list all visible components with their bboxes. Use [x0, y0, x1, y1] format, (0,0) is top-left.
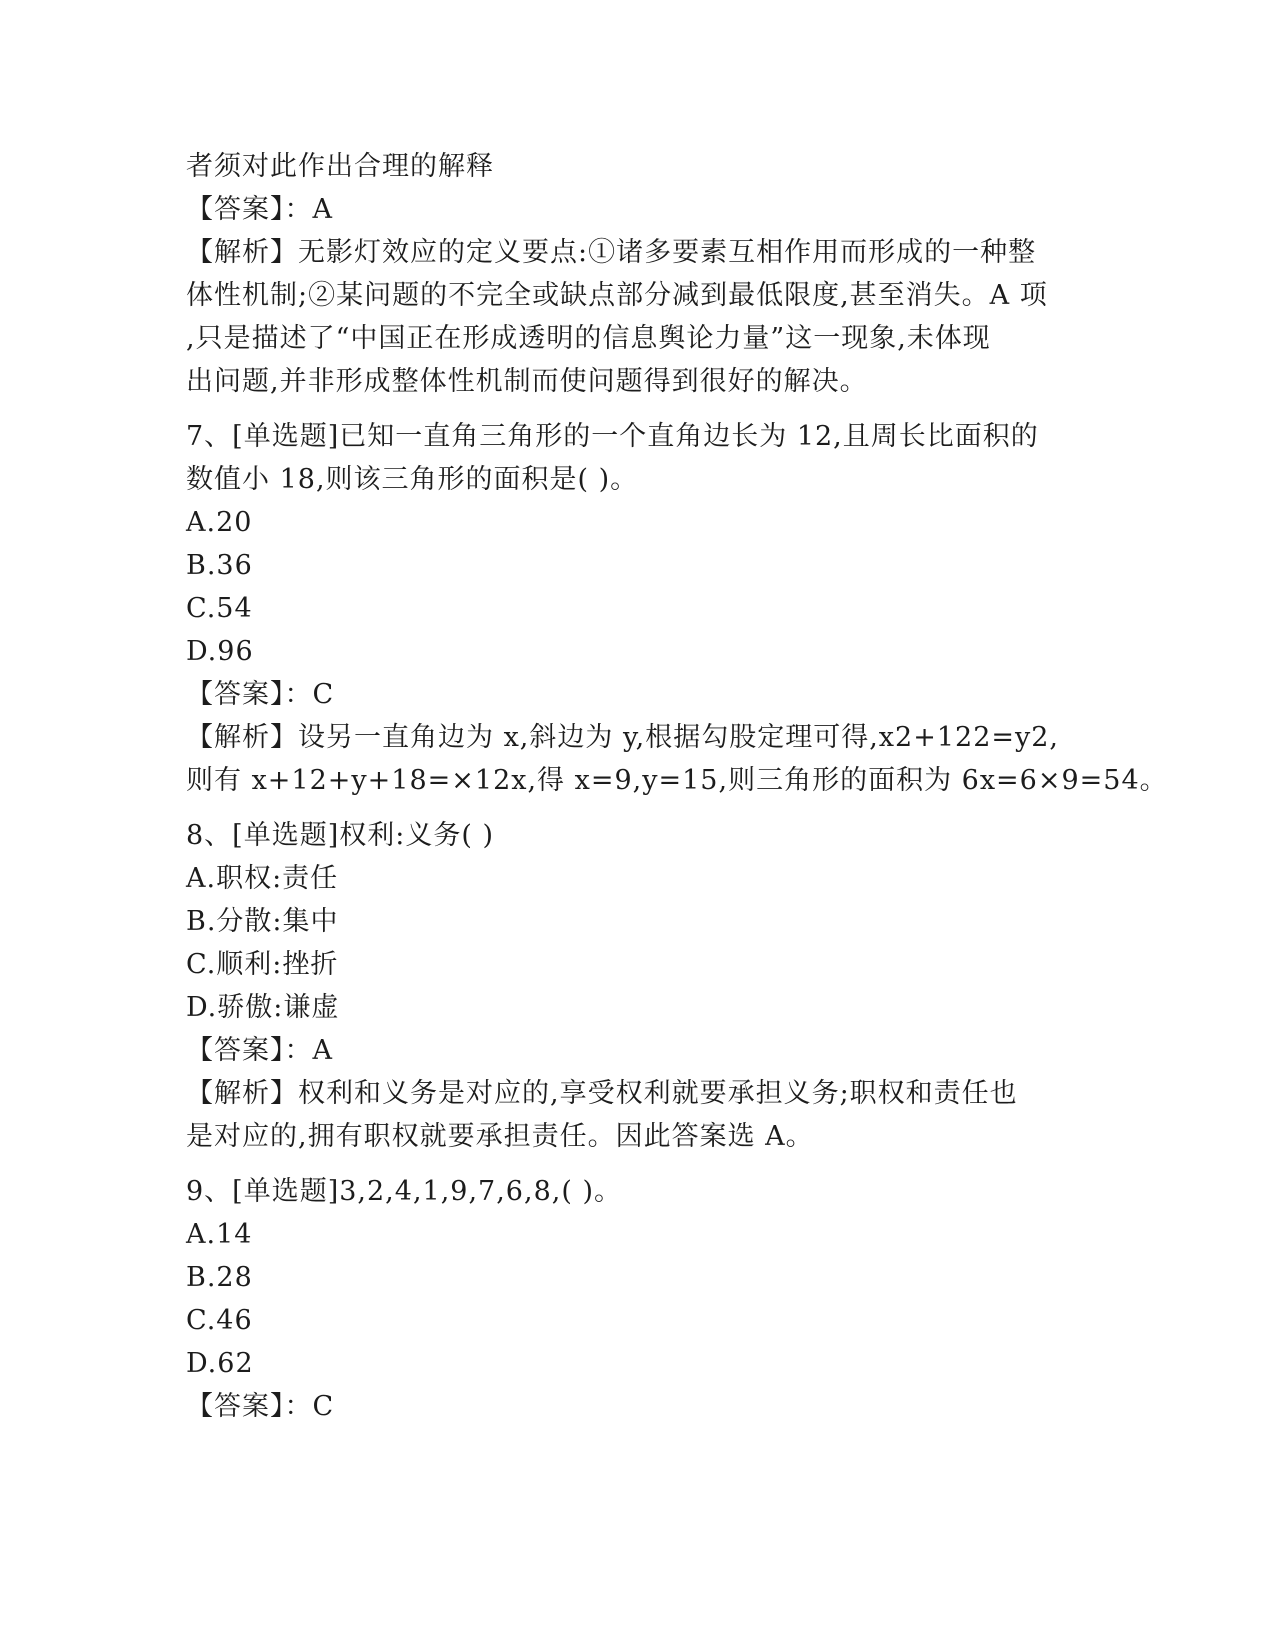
explanation-line: 【解析】设另一直角边为 x,斜边为 y,根据勾股定理可得,x2+122=y2,: [186, 722, 1060, 753]
question-9-title: 9、[单选题]3,2,4,1,9,7,6,8,( )。: [186, 1176, 622, 1207]
option-d: D.骄傲:谦虚: [186, 992, 340, 1023]
option-d: D.62: [186, 1348, 254, 1379]
option-b: B.36: [186, 550, 253, 581]
option-a: A.14: [186, 1219, 253, 1250]
option-b: B.28: [186, 1262, 253, 1293]
answer-line: 【答案】：A: [186, 1035, 333, 1066]
explanation-line: 体性机制;②某问题的不完全或缺点部分减到最低限度,甚至消失。A 项: [186, 280, 1048, 311]
explanation-line: 【解析】权利和义务是对应的,享受权利就要承担义务;职权和责任也: [186, 1078, 1018, 1109]
option-c: C.顺利:挫折: [186, 949, 339, 980]
explanation-line: 是对应的,拥有职权就要承担责任。因此答案选 A。: [186, 1121, 814, 1152]
answer-line: 【答案】：C: [186, 1391, 335, 1422]
option-b: B.分散:集中: [186, 906, 339, 937]
option-d: D.96: [186, 636, 254, 667]
answer-line: 【答案】：C: [186, 679, 335, 710]
question-8-title: 8、[单选题]权利:义务( ): [186, 820, 494, 851]
document-page: [186, 145, 1168, 1428]
explanation-line: 出问题,并非形成整体性机制而使问题得到很好的解决。: [186, 366, 868, 397]
option-c: C.46: [186, 1305, 253, 1336]
text-line: 者须对此作出合理的解释: [186, 151, 494, 182]
explanation-line: 则有 x+12+y+18=×12x,得 x=9,y=15,则三角形的面积为 6x=6×9=54。: [186, 765, 1168, 796]
option-c: C.54: [186, 593, 253, 624]
question-7-title: 数值小 18,则该三角形的面积是( )。: [186, 464, 639, 495]
explanation-line: ,只是描述了“中国正在形成透明的信息舆论力量”这一现象,未体现: [186, 323, 991, 354]
answer-line: 【答案】：A: [186, 194, 333, 225]
option-a: A.20: [186, 507, 253, 538]
question-7-title: 7、[单选题]已知一直角三角形的一个直角边长为 12,且周长比面积的: [186, 421, 1039, 452]
option-a: A.职权:责任: [186, 863, 339, 894]
explanation-line: 【解析】无影灯效应的定义要点:①诸多要素互相作用而形成的一种整: [186, 237, 1037, 268]
